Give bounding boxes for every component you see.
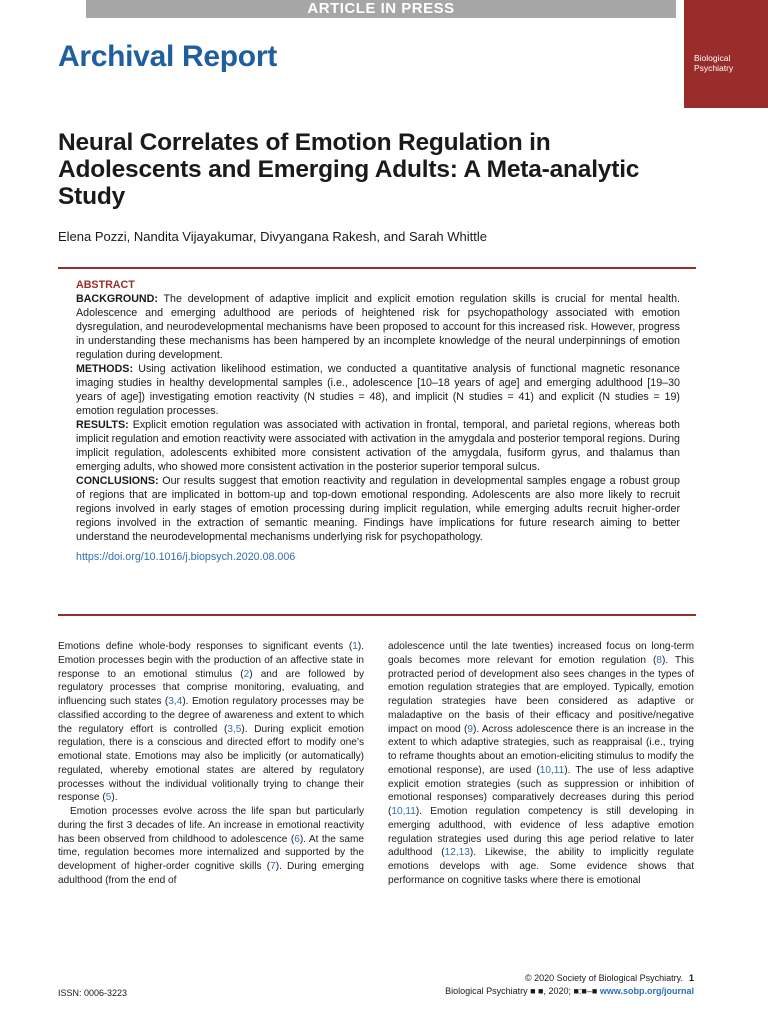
- abstract-results: [76, 418, 680, 474]
- citation-ref-link[interactable]: 10,11: [539, 764, 565, 776]
- abstract-methods: [76, 362, 680, 418]
- body-text: ). Likewise, the ability to implicitly regulate emotions develops with age. Some evidence shows that performance on cognitive tasks where there is emotional: [388, 847, 694, 886]
- abstract-background: [76, 292, 680, 362]
- body-text: Emotions define whole-body responses to significant events (: [58, 641, 353, 652]
- citation-ref-link[interactable]: 5: [105, 792, 112, 804]
- doi-link[interactable]: https://doi.org/10.1016/j.biopsych.2020.08.006: [76, 551, 296, 563]
- body-text: ).: [111, 792, 118, 804]
- body-text: ). This protracted period of development also sees changes in the types of emotion regulation strategies that are employed. Typically, emotion regulation strategies have been considered as adaptive or maladaptive on the basis of their efficacy and positive/negative impact on mood (: [388, 654, 694, 735]
- citation-ref-link[interactable]: 3,4: [168, 696, 183, 707]
- methods-label: METHODS:: [76, 363, 133, 375]
- citation-ref-link[interactable]: 3,5: [227, 723, 242, 735]
- body-text: ). Emotion processes begin with the production of an affective state in response to an emotional stimulus (: [58, 641, 364, 680]
- citation-ref-link[interactable]: 12,13: [444, 847, 470, 859]
- body-paragraph: [58, 805, 364, 888]
- body-text: adolescence until the late twenties) increased focus on long-term goals becomes more relevant for emotion regulation (: [388, 641, 694, 666]
- citation-ref-link[interactable]: 7: [270, 861, 276, 872]
- body-text: ). Emotion regulatory processes may be classified according to the degree of awareness and extent to which the regulatory effort is controlled (: [58, 696, 364, 735]
- body-text: ). At the same time, regulation becomes more internalized and supported by the development of higher-order cognitive skills (: [58, 833, 364, 872]
- citation-ref-link[interactable]: 2: [243, 668, 250, 680]
- methods-text: Using activation likelihood estimation, we conducted a quantitative analysis of functional magnetic resonance imaging studies in healthy developmental samples (i.e., adolescence [10–18 years of age] and emerging adulthood [19–30 years of age]) investigating emotion reactivity (N studies = 48), and implicit (N studies = 41) and explicit (N studies = 19) emotion regulation processes.: [76, 363, 680, 417]
- abstract-heading: ABSTRACT: [76, 279, 135, 291]
- body-text: ) and are followed by regulatory processes that comprise monitoring, evaluating, and influencing such states (: [58, 668, 365, 707]
- article-in-press-banner: ARTICLE IN PRESS: [86, 0, 676, 18]
- results-label: RESULTS:: [76, 419, 129, 431]
- results-text: Explicit emotion regulation was associated with activation in frontal, temporal, and parietal regions, whereas both implicit regulation and emotion reactivity were associated with activation in the amygdala and posterior temporal regions. During implicit regulation, adolescents exhibited more consistent activation of the amygdala, fusiform gyrus, and thalamus than emerging adults, who showed more consistent activation in the posterior superior temporal sulcus.: [76, 419, 680, 473]
- abstract-bottom-rule: [58, 614, 696, 616]
- journal-tab: [684, 0, 768, 108]
- body-text: ). Emotion regulation competency is still developing in emerging adulthood, with evidence of less adaptive emotion regulation strategies used during this age period relative to later adulthood (: [388, 806, 694, 859]
- body-column-left: [58, 640, 364, 888]
- page-footer: [445, 972, 694, 998]
- citation-ref-link[interactable]: 10,11: [391, 806, 416, 817]
- citation-ref-link[interactable]: 8: [656, 654, 662, 666]
- citation-line: [445, 985, 694, 998]
- body-paragraph: [58, 640, 364, 805]
- citation-ref-link[interactable]: 6: [294, 833, 300, 845]
- background-label: BACKGROUND:: [76, 293, 158, 305]
- section-label: Archival Report: [58, 40, 277, 73]
- journal-url-link[interactable]: www.sobp.org/journal: [599, 986, 694, 996]
- citation-ref-link[interactable]: 1: [352, 641, 358, 652]
- article-title: Neural Correlates of Emotion Regulation in Adolescents and Emerging Adults: A Meta-analytic Study: [58, 129, 640, 210]
- abstract-conclusions: [76, 474, 680, 544]
- body-text: ). During explicit emotion regulation, there is a conscious and directed effort to modify one’s emotional state. Emotions may also be implicitly (or automatically) regulated, whereby emotional states are altered by regulatory processes without the individual volitionally trying to change their response (: [58, 723, 364, 804]
- journal-name: Biological Psychiatry: [694, 53, 734, 73]
- body-column-right: [388, 640, 694, 888]
- conclusions-label: CONCLUSIONS:: [76, 475, 159, 487]
- page-number: 1: [688, 973, 694, 983]
- issn: ISSN: 0006-3223: [58, 988, 128, 998]
- background-text: The development of adaptive implicit and explicit emotion regulation skills is crucial for mental health. Adolescence and emerging adulthood are periods of heightened risk for psychopathology associated with emotion dysregulation, and neurodevelopmental mechanisms have been proposed to account for this increased risk. However, progress in understanding these mechanisms has been hampered by an incomplete knowledge of the neural underpinnings of emotion regulation during development.: [76, 293, 680, 361]
- abstract-top-rule: [58, 267, 696, 269]
- copyright-line: [445, 972, 694, 985]
- author-list: Elena Pozzi, Nandita Vijayakumar, Divyangana Rakesh, and Sarah Whittle: [58, 229, 487, 244]
- body-text: ). The use of less adaptive explicit emotion strategies (such as suppression or inhibition of emotional responses) comparatively decreases during this period (: [388, 764, 695, 817]
- conclusions-text: Our results suggest that emotion reactivity and regulation in developmental samples engage a robust group of regions that are implicated in bottom-up and top-down emotional responding. Adolescents are also more likely to recruit regions involved in early stages of emotion processing during implicit regulation, while emerging adults recruit higher-order regions involved in the extraction of semantic meaning. Findings have implications for future research aiming to better understand the neurodevelopmental mechanisms underlying risk for psychopathology.: [76, 475, 680, 543]
- citation-ref-link[interactable]: 9: [467, 723, 474, 735]
- body-text: ). Across adolescence there is an increase in the extent to which adaptive strategies, such as reappraisal (i.e., trying to reframe thoughts about an emotion-eliciting stimulus to modify the emotional response), are used (: [388, 723, 694, 776]
- body-text: ). During emerging adulthood (from the end of: [58, 861, 365, 886]
- citation: Biological Psychiatry ■ ■, 2020; ■:■–■: [445, 986, 598, 996]
- body-text: Emotion processes evolve across the life span but particularly during the first 3 decades of life. An increase in emotional reactivity has been observed from childhood to adolescence (: [58, 806, 364, 845]
- copyright: © 2020 Society of Biological Psychiatry.: [524, 973, 683, 983]
- abstract: [76, 278, 680, 564]
- body-paragraph: [388, 640, 694, 888]
